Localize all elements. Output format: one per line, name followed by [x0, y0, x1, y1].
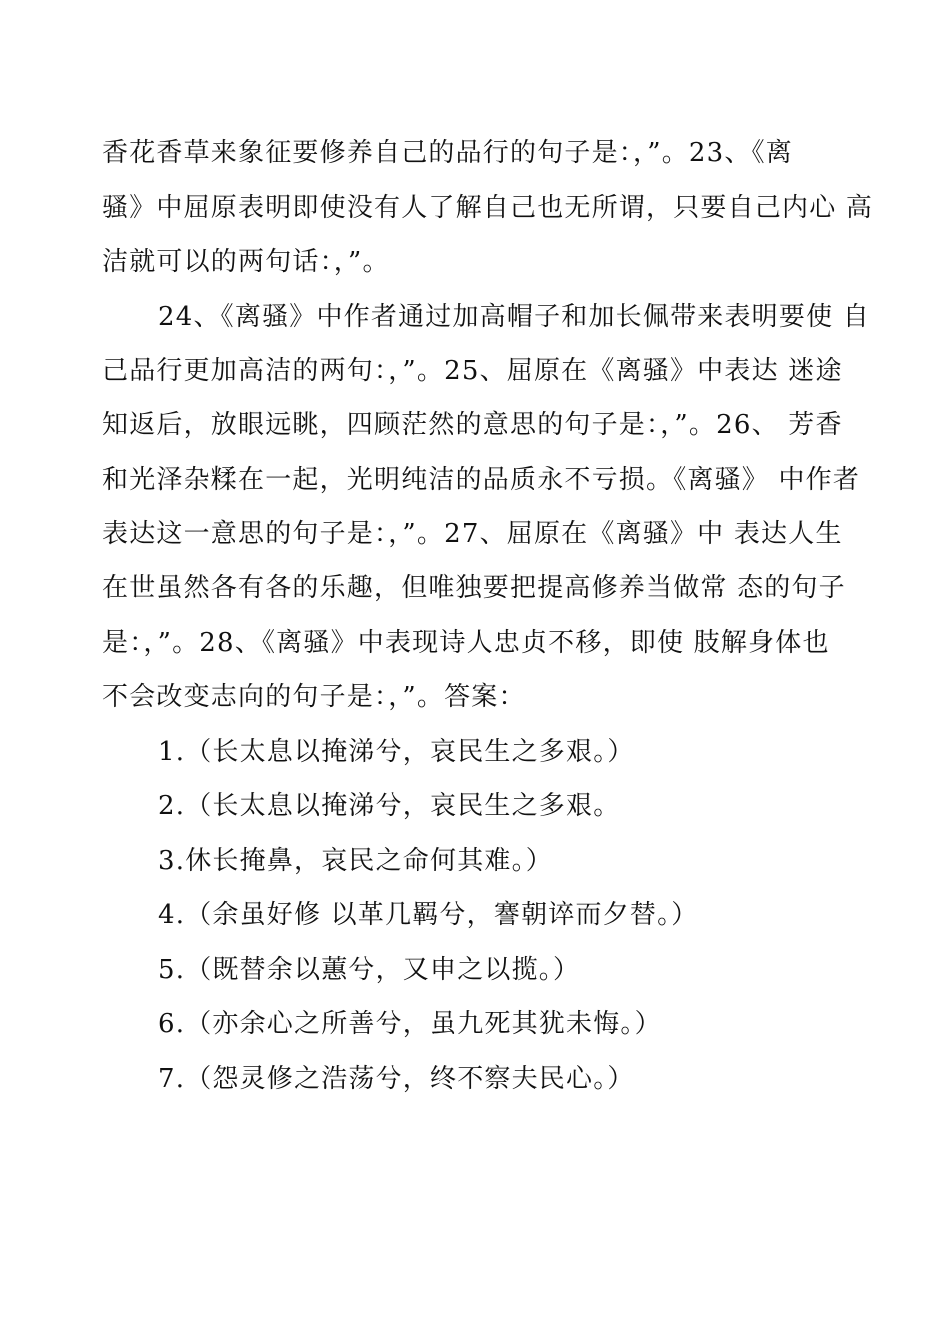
answer-item-7: 7.（怨灵修之浩荡兮，终不察夫民心。）	[158, 1064, 635, 1094]
paragraph-2-line-4: 和光泽杂糅在一起，光明纯洁的品质永不亏损。《离骚》 中作者	[102, 465, 861, 495]
paragraph-2-line-6: 在世虽然各有各的乐趣，但唯独要把提高修养当做常 态的句子	[102, 573, 846, 603]
answer-item-6: 6.（亦余心之所善兮，虽九死其犹未悔。）	[158, 1009, 662, 1039]
paragraph-2-line-2: 己品行更加高洁的两句：，”。25、屈原在《离骚》中表达 迷途	[102, 356, 843, 386]
answer-item-2: 2.（长太息以掩涕兮，哀民生之多艰。	[158, 791, 621, 821]
answer-item-3: 3.休长掩鼻，哀民之命何其难。）	[158, 846, 554, 876]
answer-item-4: 4.（余虽好修 以革几羁兮，謇朝谇而夕替。）	[158, 900, 699, 930]
paragraph-1-line-1: 香花香草来象征要修养自己的品行的句子是：，”。23、《离	[102, 138, 793, 168]
answer-item-1: 1.（长太息以掩涕兮，哀民生之多艰。）	[158, 737, 635, 767]
paragraph-1-line-2: 骚》中屈原表明即使没有人了解自己也无所谓，只要自己内心 高	[102, 193, 874, 223]
paragraph-2-line-5: 表达这一意思的句子是：，”。27、屈原在《离骚》中 表达人生	[102, 519, 843, 549]
paragraph-2-line-1: 24、《离骚》中作者通过加高帽子和加长佩带来表明要使 自	[158, 302, 870, 332]
paragraph-1-line-3: 洁就可以的两句话：，”。	[102, 247, 390, 277]
paragraph-2-line-7: 是：，”。28、《离骚》中表现诗人忠贞不移，即使 肢解身体也	[102, 628, 830, 658]
answer-item-5: 5.（既替余以蕙兮，又申之以揽。）	[158, 955, 581, 985]
paragraph-2-line-8: 不会改变志向的句子是：，”。答案：	[102, 682, 526, 712]
paragraph-2-line-3: 知返后，放眼远眺，四顾茫然的意思的句子是：，”。26、 芳香	[102, 410, 843, 440]
